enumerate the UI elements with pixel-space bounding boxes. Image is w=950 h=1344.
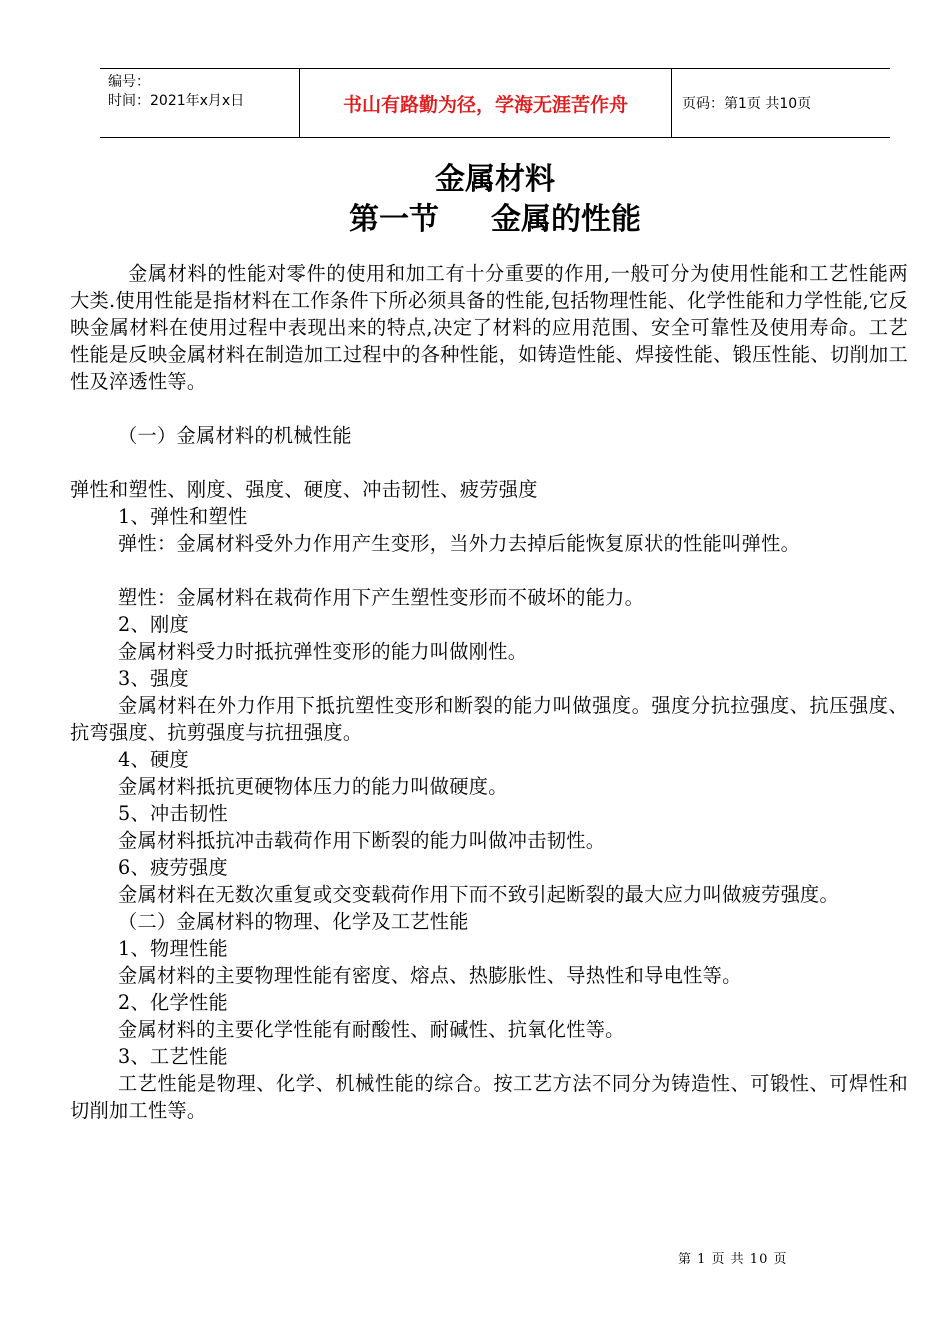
strength-paragraph: 金属材料在外力作用下抵抗塑性变形和断裂的能力叫做强度。强度分抗拉强度、抗压强度、抗弯强度、抗剪强度与抗扭强度。 <box>70 694 908 744</box>
stiffness-paragraph: 金属材料受力时抵抗弹性变形的能力叫做刚性。 <box>118 640 528 663</box>
fatigue-paragraph: 金属材料在无数次重复或交变载荷作用下而不致引起断裂的最大应力叫做疲劳强度。 <box>118 883 840 906</box>
section-name: 金属的性能 <box>491 202 641 237</box>
intro-paragraph: 金属材料的性能对零件的使用和加工有十分重要的作用,一般可分为使用性能和工艺性能两大类.使用性能是指材料在工作条件下所必须具备的性能,包括物理性能、化学性能和力学性能,它反映金属材料在使用过程中表现出来的特点,决定了材料的应用范围、安全可靠性及使用寿命。工艺性能是反映金属材料在制造加工过程中的各种性能，如铸造性能、焊接性能、锻压性能、切削加工性及淬透性等。 <box>70 262 908 393</box>
plastic-paragraph: 塑性：金属材料在栽荷作用下产生塑性变形而不破坏的能力。 <box>118 586 645 609</box>
heading-physical: 1、物理性能 <box>118 937 228 960</box>
header-meta <box>100 69 300 137</box>
section-title <box>20 200 950 240</box>
heading-mechanical: （一）金属材料的机械性能 <box>118 424 352 447</box>
document-header <box>100 68 890 138</box>
impact-paragraph: 金属材料抵抗冲击载荷作用下断裂的能力叫做冲击韧性。 <box>118 829 606 852</box>
hardness-paragraph: 金属材料抵抗更硬物体压力的能力叫做硬度。 <box>118 775 508 798</box>
heading-elastic: 1、弹性和塑性 <box>118 505 248 528</box>
heading-hardness: 4、硬度 <box>118 748 189 771</box>
heading-fatigue: 6、疲劳强度 <box>118 856 228 879</box>
process-paragraph: 工艺性能是物理、化学、机械性能的综合。按工艺方法不同分为铸造性、可锻性、可焊性和切削加工性等。 <box>70 1072 908 1122</box>
elastic-paragraph: 弹性：金属材料受外力作用产生变形，当外力去掉后能恢复原状的性能叫弹性。 <box>118 532 801 555</box>
heading-strength: 3、强度 <box>118 667 189 690</box>
number-label: 编号： <box>108 74 150 90</box>
heading-impact: 5、冲击韧性 <box>118 802 228 825</box>
page-footer: 第 1 页 共 10 页 <box>678 1252 788 1267</box>
header-motto: 书山有路勤为径，学海无涯苦作舟 <box>300 69 672 137</box>
physical-paragraph: 金属材料的主要物理性能有密度、熔点、热膨胀性、导热性和导电性等。 <box>118 964 742 987</box>
property-list: 弹性和塑性、刚度、强度、硬度、冲击韧性、疲劳强度 <box>70 478 538 501</box>
heading-process: 3、工艺性能 <box>118 1045 228 1068</box>
section-label: 第一节 <box>349 202 439 237</box>
heading-physical-chemical: （二）金属材料的物理、化学及工艺性能 <box>118 910 469 933</box>
body-text <box>70 260 908 1124</box>
chemical-paragraph: 金属材料的主要化学性能有耐酸性、耐碱性、抗氧化性等。 <box>118 1018 625 1041</box>
time-label: 时间：2021年x月x日 <box>108 93 245 109</box>
header-page-info: 页码：第1页 共10页 <box>682 96 812 112</box>
heading-stiffness: 2、刚度 <box>118 613 189 636</box>
heading-chemical: 2、化学性能 <box>118 991 228 1014</box>
document-title: 金属材料 <box>435 162 555 197</box>
